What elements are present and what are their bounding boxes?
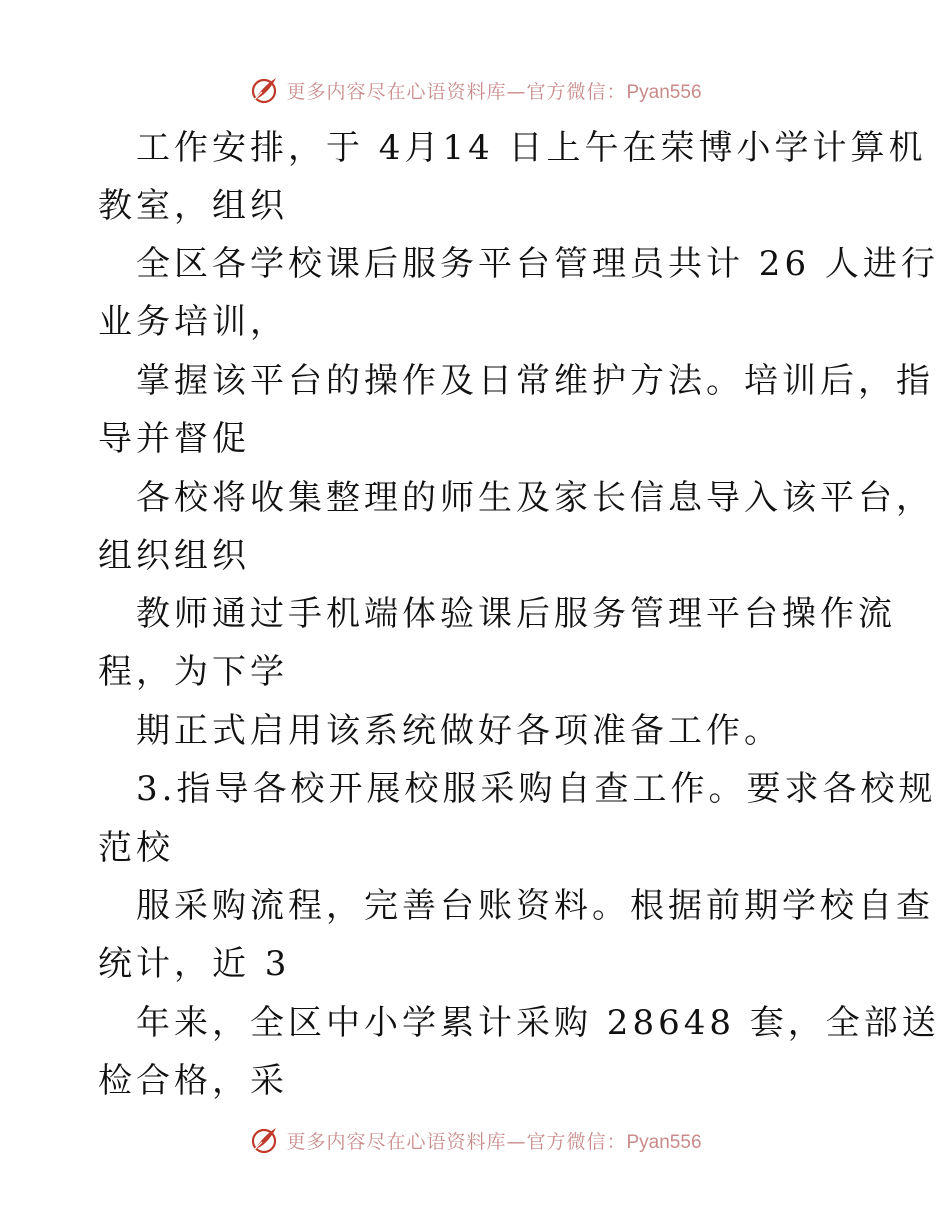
header-wechat-id: Pyan556 <box>626 81 702 103</box>
body-line: 全区各学校课后服务平台管理员共计 26 人进行 <box>136 244 939 284</box>
red-feather-pen-logo-icon <box>248 1124 280 1156</box>
body-line: 年来，全区中小学累计采购 28648 套，全部送 <box>136 1003 940 1043</box>
body-line: 组织组织 <box>98 536 250 576</box>
body-line: 各校将收集整理的师生及家长信息导入该平台， <box>136 478 934 518</box>
body-line: 统计，近 3 <box>98 944 291 984</box>
body-line: 3.指导各校开展校服采购自查工作。要求各校规 <box>136 769 937 809</box>
body-line: 业务培训， <box>98 302 288 342</box>
footer-banner <box>0 1120 950 1160</box>
body-line: 程，为下学 <box>98 652 288 692</box>
body-line: 检合格，采 <box>98 1061 288 1101</box>
body-line: 教师通过手机端体验课后服务管理平台操作流 <box>136 594 896 634</box>
body-line: 范校 <box>98 828 174 868</box>
body-line: 导并督促 <box>98 419 250 459</box>
body-line: 期正式启用该系统做好各项准备工作。 <box>136 711 782 751</box>
body-line: 教室，组织 <box>98 186 288 226</box>
footer-banner-text: 更多内容尽在心语资料库—官方微信：Pyan556 <box>286 1130 702 1153</box>
body-line: 工作安排，于 4月14 日上午在荣博小学计算机 <box>136 128 927 168</box>
footer-wechat-id: Pyan556 <box>626 1131 702 1153</box>
body-line: 服采购流程，完善台账资料。根据前期学校自查 <box>136 886 934 926</box>
body-line: 掌握该平台的操作及日常维护方法。培训后，指 <box>136 361 934 401</box>
header-banner-text: 更多内容尽在心语资料库—官方微信：Pyan556 <box>286 80 702 103</box>
